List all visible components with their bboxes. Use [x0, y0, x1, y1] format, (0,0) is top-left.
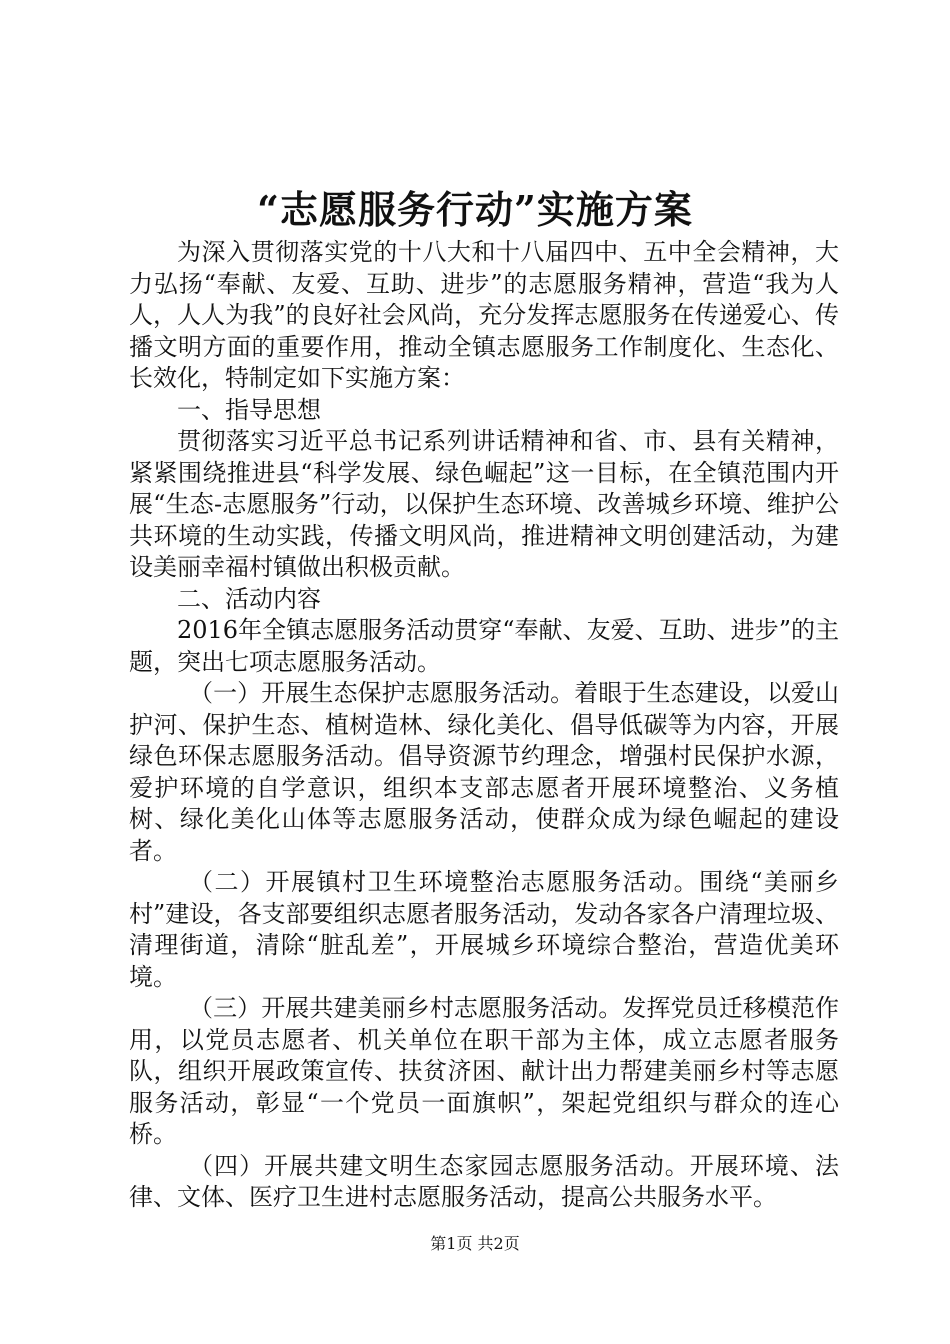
paragraph-intro: 为深入贯彻落实党的十八大和十八届四中、五中全会精神，大力弘扬“奉献、友爱、互助、进步”的志愿服务精神，营造“我为人人，人人为我”的良好社会风尚，充分发挥志愿服务在传递爱心、传播文明方面的重要作用，推动全镇志愿服务工作制度化、生态化、长效化，特制定如下实施方案：	[129, 238, 839, 392]
document-body	[129, 237, 839, 1214]
paragraph-item-1: （一）开展生态保护志愿服务活动。着眼于生态建设，以爱山护河、保护生态、植树造林、绿化美化、倡导低碳等为内容，开展绿色环保志愿服务活动。倡导资源节约理念，增强村民保护水源，爱护环境的自学意识，组织本支部志愿者开展环境整治、义务植树、绿化美化山体等志愿服务活动，使群众成为绿色崛起的建设者。	[129, 679, 839, 865]
page-number-footer: 第1页 共2页	[430, 1234, 520, 1253]
paragraph-item-2: （二）开展镇村卫生环境整治志愿服务活动。围绕“美丽乡村”建设，各支部要组织志愿者服务活动，发动各家各户清理垃圾、清理街道，清除“脏乱差”，开展城乡环境综合整治，营造优美环境。	[129, 868, 839, 991]
section-heading-activity-content: 二、活动内容	[177, 584, 321, 613]
paragraph-guiding-ideology: 贯彻落实习近平总书记系列讲话精神和省、市、县有关精神，紧紧围绕推进县“科学发展、绿色崛起”这一目标，在全镇范围内开展“生态-志愿服务”行动，以保护生态环境、改善城乡环境、维护公共环境的生动实践，传播文明风尚，推进精神文明创建活动，为建设美丽幸福村镇做出积极贡献。	[129, 427, 839, 581]
paragraph-activity-overview: 2016年全镇志愿服务活动贯穿“奉献、友爱、互助、进步”的主题，突出七项志愿服务活动。	[129, 616, 839, 676]
document-title: “志愿服务行动”实施方案	[257, 187, 693, 232]
paragraph-item-3: （三）开展共建美丽乡村志愿服务活动。发挥党员迁移模范作用，以党员志愿者、机关单位在职干部为主体，成立志愿者服务队，组织开展政策宣传、扶贫济困、献计出力帮建美丽乡村等志愿服务活动，彰显“一个党员一面旗帜”，架起党组织与群众的连心桥。	[129, 994, 839, 1148]
paragraph-item-4: （四）开展共建文明生态家园志愿服务活动。开展环境、法律、文体、医疗卫生进村志愿服务活动，提高公共服务水平。	[129, 1151, 839, 1211]
section-heading-guiding-ideology: 一、指导思想	[177, 395, 321, 424]
